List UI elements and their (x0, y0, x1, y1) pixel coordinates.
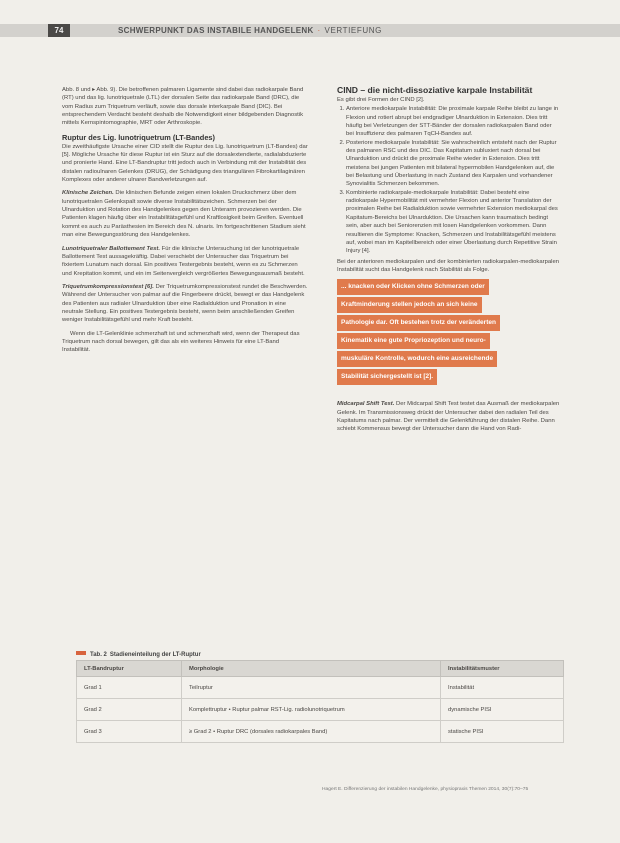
table-cell: statische PISI (441, 721, 564, 743)
column-header: Instabilitätsmuster (441, 661, 564, 677)
table-row (77, 699, 564, 721)
ballottement-paragraph (62, 245, 308, 278)
highlight-line: muskuläre Kontrolle, wodurch eine ausreichende (337, 351, 497, 367)
table-cell: Teilruptur (182, 677, 441, 699)
highlight-line: ... knacken oder Klicken ohne Schmerzen oder (337, 279, 489, 295)
caption-marker (76, 651, 86, 655)
clinical-text: Die klinischen Befunde zeigen einen lokalen Druckschmerz über dem lunotriquetralen Gelenkspalt sowie diverse Instabilitätszeichen. Schmerzen bei der Ulnarduktion und Rotation des Handgelenkes gegen den Unterarm provozieren werden. Die Patienten klagen häufig über ein Instabilitätsgefühl und Kraftlosigkeit beim Greifen. Eventuell kommt es auch zu Parästhesien im Bereich des N. ulnaris. Im fortgeschrittenen Stadium sieht man eine Bewegungsstörung des Handgelenkes. (62, 190, 306, 239)
table-header-row (77, 661, 564, 677)
list-item: 1. Anteriore mediokarpale Instabilität: Die proximale karpale Reihe bleibt zu lange in Flexion und rotiert abrupt bei endgradiger Ulnarduktion in Extension. Dies tritt häufig bei Verletzungen der STT-Bänder der dorsalen radiokarpalen Band oder bei Insuffizienz des palmaren TqCH-Bandes auf. (346, 105, 560, 138)
table-cell: Instabilität (441, 677, 564, 699)
left-column (62, 86, 308, 360)
table-cell: ≥ Grad 2 • Ruptur DRC (dorsales radiokarpales Band) (182, 721, 441, 743)
final-paragraph: Wenn die LT-Gelenklinie schmerzhaft ist und schmerzhaft wird, wenn der Therapeut das Triquetrum nach dorsal bewegen, gilt das als ein weiteres Hinweis für eine LT-Band Instabilität. (62, 330, 300, 354)
after-list-paragraph: Bei der anterioren mediokarpalen und der kombinierten radiokarpalen-mediokarpalen Instabilität sucht das Handgelenk nach Stabilität als Folge. (337, 258, 560, 273)
page-number: 74 (48, 24, 70, 37)
table-row (77, 721, 564, 743)
cind-forms-list (337, 105, 560, 255)
midcarpal-label: Midcarpal Shift Test. (337, 401, 395, 408)
midcarpal-paragraph (337, 400, 560, 433)
footer-citation: Hagert E. Differenzierung der instabilen Handgelenke, physiopraxis Themen 2014, 30(7):70–75 (322, 787, 529, 792)
compression-paragraph (62, 283, 308, 325)
lt-ruptur-table (76, 660, 564, 743)
header-separator: · (317, 26, 321, 35)
table-cell: Grad 3 (77, 721, 182, 743)
ballottement-label: Lunotriquetraler Ballottement Test. (62, 245, 160, 252)
table-caption (76, 651, 201, 658)
highlight-line: Pathologie dar. Oft bestehen trotz der veränderten (337, 315, 500, 331)
section-paragraph-lt-ruptur: Die zweithäufigste Ursache einer CID stellt die Ruptur des Lig. lunotriquetrum (LT-Bandes) dar [5]. Mögliche Ursache für diese Ruptur ist ein Sturz auf die dorsalextendierte, radialabduzierte und pronierte Hand. Eine LT-Bandruptur tritt jedoch auch in Verbindung mit der Instabilität des distalen radioulnaren Gelenkes (DRUG), der Schädigung des triangulären Fibrokartilaginären Komplexes oder anderer ulnarer Bandverletzungen auf. (62, 143, 308, 184)
highlight-line: Stabilität sichergestellt ist [2]. (337, 369, 437, 385)
table-row (77, 677, 564, 699)
highlight-box (337, 279, 560, 387)
running-header (118, 24, 382, 37)
list-item: 3. Kombinierte radiokarpale-mediokarpale Instabilität: Dabei besteht eine radiokarpale Hypermobilität mit vermehrter Flexion und anterior Translation der proximalen Reihe bei Radialduktion sowie vermehrter Extension mediokarpal des Kapitatum-Bereichs bei Ulnarduktion. Die Ursachen kann traumatisch bedingt sein, aber auch bei Seniorenzien mit losen Handgelenken vorkommen. Dann resultieren die Symptome: Knacken, Schmerzen und Instabilitätsgefühl meistens auf, wobei man im Kapitellbereich oder einer Überlastung durch Repetitive Strain Injury [4]. (346, 189, 560, 256)
header-title: SCHWERPUNKT DAS INSTABILE HANDGELENK (118, 26, 314, 35)
table-cell: Komplettruptur • Ruptur palmar RST-Lig. radiolunotriquetrum (182, 699, 441, 721)
intro-paragraph: Abb. 8 und ▸ Abb. 9). Die betroffenen palmaren Ligamente sind dabei das radiokarpale Band (RT) und das lig. lunotriquetrale (LTL) der dorsalen Seite das radiokarpale Band (DRC), die vom Radius zum Triquetrum verläuft, sowie das dorsale interkarpale Band (DIC). Bei entsprechendem Verdacht besteht deshalb die Notwendigkeit einer bildgebenden Diagnostik mittels Kernspintomographie, MRT oder Arthroskopie. (62, 87, 304, 127)
highlight-line: Kinematik eine gute Propriozeption und neuro- (337, 333, 490, 349)
section-heading-lt-ruptur: Ruptur des Lig. lunotriquetrum (LT-Bandes) (62, 132, 216, 142)
compression-text: Der Triquetrumkompressionstest rundet die Beschwerden. Während der Untersucher von palmar auf die Fingerbeere drückt, bewegt er das Handgelenk des Patienten aus radialer Ulnarduktion über eine Radialduktion und Pronation in eine neutrale Stellung. Ein positives Testergebnis besteht, wenn beim anschließenden Greifen weniger Instabilitätsgefühl und mehr Kraft besteht. (62, 283, 308, 324)
clinical-label: Klinische Zeichen. (62, 190, 114, 197)
ballottement-text: Für die klinische Untersuchung ist der lunotriquetrale Ballottement Test aussagekräftig. Dabei verschiebt der Untersucher das Triquetrum bei fixiertem Lunatum nach dorsal. Ein positives Testergebnis besteht, wenn es zu Schmerzen und Krepitation kommt, und ein im Seitenvergleich vergrößertes Bewegungsausmaß besteht. (62, 245, 305, 277)
cind-heading: CIND – die nicht-dissoziative karpale Instabilität (337, 85, 533, 95)
right-column (337, 86, 560, 439)
column-header: Morphologie (182, 661, 441, 677)
column-header: LT-Bandruptur (77, 661, 182, 677)
midcarpal-text: Der Midcarpal Shift Test testet das Ausmaß der mediokarpalen Gelenk. Im Transmissionsweg drückt der Untersucher dabei den radialen Teil des Kapitatums nach palmar. Der vermittelt die Gelenkführung der distalen Reihe. Dann schiebt Kommensus bewegt der Untersucher dann die Hand von Radi- (337, 401, 560, 433)
header-subtitle: VERTIEFUNG (324, 26, 382, 35)
table-cell: Grad 1 (77, 677, 182, 699)
table-cell: dynamische PISI (441, 699, 564, 721)
cind-intro: Es gibt drei Formen der CIND [2]. (337, 97, 425, 103)
table-cell: Grad 2 (77, 699, 182, 721)
table-caption-text: Stadieneinteilung der LT-Ruptur (109, 652, 201, 658)
highlight-line: Kraftminderung stellen jedoch an sich keine (337, 297, 482, 313)
list-item: 2. Posteriore mediokarpale Instabilität: Sie wahrscheinlich entsteht nach der Ruptur des palmaren RSC und des DIC. Das Kapitatum subluxiert nach dorsal bei Ulnarduktion und drückt die proximale Reihe wieder in Extension. Dies tritt meistens bei jungen Patienten mit bilateral hypermobilen Handgelenken auf, die bei Belastung und Überlastung in nach Zustand des Karpalen und vorhandener Synovialitis Schmerzen bekommen. (346, 139, 560, 189)
clinical-paragraph (62, 189, 308, 239)
table-caption-label: Tab. 2 (90, 652, 107, 658)
compression-label: Triquetrumkompressionstest [6]. (62, 283, 154, 290)
